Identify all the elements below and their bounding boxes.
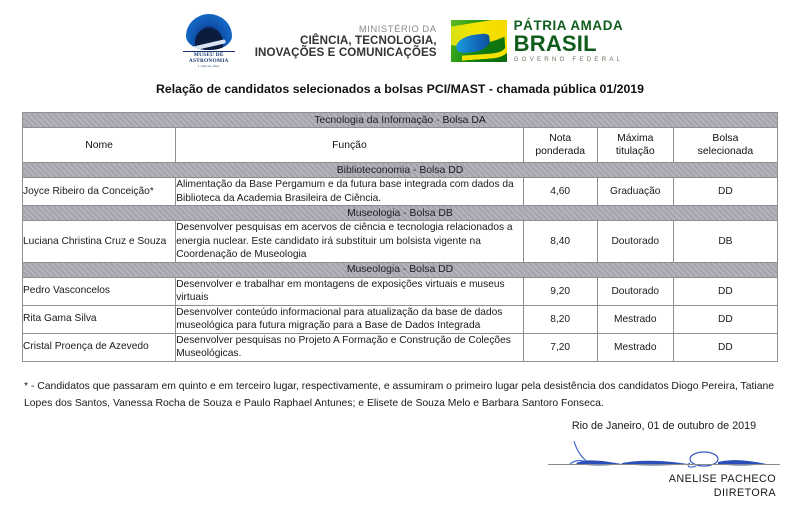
signature-area (540, 439, 788, 469)
column-header-nota-line1: Nota (549, 133, 572, 144)
cell-bolsa: DD (673, 277, 777, 305)
cell-bolsa: DD (673, 305, 777, 333)
column-header-titulacao-line2: titulação (615, 146, 655, 157)
cell-nota: 7,20 (523, 333, 597, 361)
column-header-bolsa-line1: Bolsa (712, 133, 739, 144)
brasil-logo-text (514, 19, 624, 64)
place-and-date: Rio de Janeiro, 01 de outubro de 2019 (571, 420, 757, 432)
section-band: Museologia - Bolsa DB (23, 206, 778, 221)
section-band-row (23, 262, 778, 277)
observatory-dome-icon (186, 14, 232, 50)
signer-role: DIIRETORA (713, 487, 776, 499)
mast-logo-line1: MUSEU DE (193, 51, 224, 58)
cell-funcao: Desenvolver pesquisas no Projeto A Formação e Construção de Coleções Museológicas. (176, 333, 523, 361)
brasil-government-logo (451, 19, 624, 64)
footnote: * - Candidatos que passaram em quinto e em terceiro lugar, respectivamente, e assumiram o primeiro lugar pela desistência dos candidatos Diogo Pereira, Tatiane Lopes dos Santos, Vanessa Rocha de Souza e Paulo Raphael Antunes; e Elisete de Souza Melo e Barbara Santoro Fonseca. (24, 381, 775, 409)
brasil-line2: BRASIL (513, 31, 597, 57)
table-top-band-row (23, 113, 778, 128)
brasil-line1: PÁTRIA AMADA (513, 17, 624, 33)
table-row (23, 178, 778, 206)
column-header-funcao: Função (176, 128, 523, 163)
mast-logo-line2: ASTRONOMIA (188, 58, 229, 64)
page-title: Relação de candidatos selecionados a bolsas PCI/MAST - chamada pública 01/2019 (156, 82, 644, 96)
cell-nome: Luciana Christina Cruz e Souza (23, 221, 176, 263)
cell-titulacao: Graduação (597, 178, 673, 206)
brasil-flag-icon (451, 20, 507, 62)
table-top-band: Tecnologia da Informação - Bolsa DA (23, 113, 778, 128)
section-band: Museologia - Bolsa DD (23, 262, 778, 277)
column-header-bolsa-line2: selecionada (697, 146, 754, 157)
column-header-bolsa (673, 128, 777, 163)
cell-nome: Cristal Proença de Azevedo (23, 333, 176, 361)
cell-titulacao: Doutorado (597, 221, 673, 263)
cell-funcao: Desenvolver e trabalhar em montagens de exposições virtuais e museus virtuais (176, 277, 523, 305)
candidates-table (22, 112, 778, 362)
signer-name: ANELISE PACHECO (668, 473, 776, 485)
ministry-line1: MINISTÉRIO DA (358, 23, 437, 35)
cell-nome: Pedro Vasconcelos (23, 277, 176, 305)
signature-line (548, 464, 780, 465)
cell-bolsa: DD (673, 178, 777, 206)
column-header-nota-line2: ponderada (535, 146, 586, 157)
column-header-nota (523, 128, 597, 163)
column-header-nome: Nome (23, 128, 176, 163)
section-band-row (23, 206, 778, 221)
table-row (23, 305, 778, 333)
cell-nome: Rita Gama Silva (23, 305, 176, 333)
cell-nome: Joyce Ribeiro da Conceição* (23, 178, 176, 206)
cell-bolsa: DB (673, 221, 777, 263)
ministry-line3: INOVAÇÕES E COMUNICAÇÕES (254, 45, 437, 59)
cell-titulacao: Doutorado (597, 277, 673, 305)
column-header-titulacao-line1: Máxima (617, 133, 654, 144)
cell-bolsa: DD (673, 333, 777, 361)
cell-nota: 8,20 (523, 305, 597, 333)
brasil-line3: GOVERNO FEDERAL (513, 56, 624, 64)
table-row (23, 277, 778, 305)
cell-funcao: Alimentação da Base Pergamum e da futura base integrada com dados da Biblioteca da Academia Brasileira de Ciência. (176, 178, 523, 206)
ministry-block (255, 24, 437, 59)
column-header-titulacao (597, 128, 673, 163)
ministry-line2: CIÊNCIA, TECNOLOGIA, (300, 34, 437, 48)
cell-funcao: Desenvolver pesquisas em acervos de ciência e tecnologia relacionados a energia nuclear. Este candidato irá substituir um bolsista vigente na Coordenação de Museologia (176, 221, 523, 263)
cell-titulacao: Mestrado (597, 305, 673, 333)
mast-logo-line3: e ciências afins (197, 64, 220, 69)
signature-block (540, 420, 788, 499)
table-row (23, 221, 778, 263)
cell-nota: 9,20 (523, 277, 597, 305)
cell-funcao: Desenvolver conteúdo informacional para atualização da base de dados museológica para futura migração para a Base de Dados Integrada (176, 305, 523, 333)
table-row (23, 333, 778, 361)
section-band: Biblioteconomia - Bolsa DD (23, 163, 778, 178)
cell-titulacao: Mestrado (597, 333, 673, 361)
cell-nota: 8,40 (523, 221, 597, 263)
table-header-row (23, 128, 778, 163)
letterhead (0, 8, 800, 74)
mast-logo (177, 14, 241, 69)
section-band-row (23, 163, 778, 178)
cell-nota: 4,60 (523, 178, 597, 206)
